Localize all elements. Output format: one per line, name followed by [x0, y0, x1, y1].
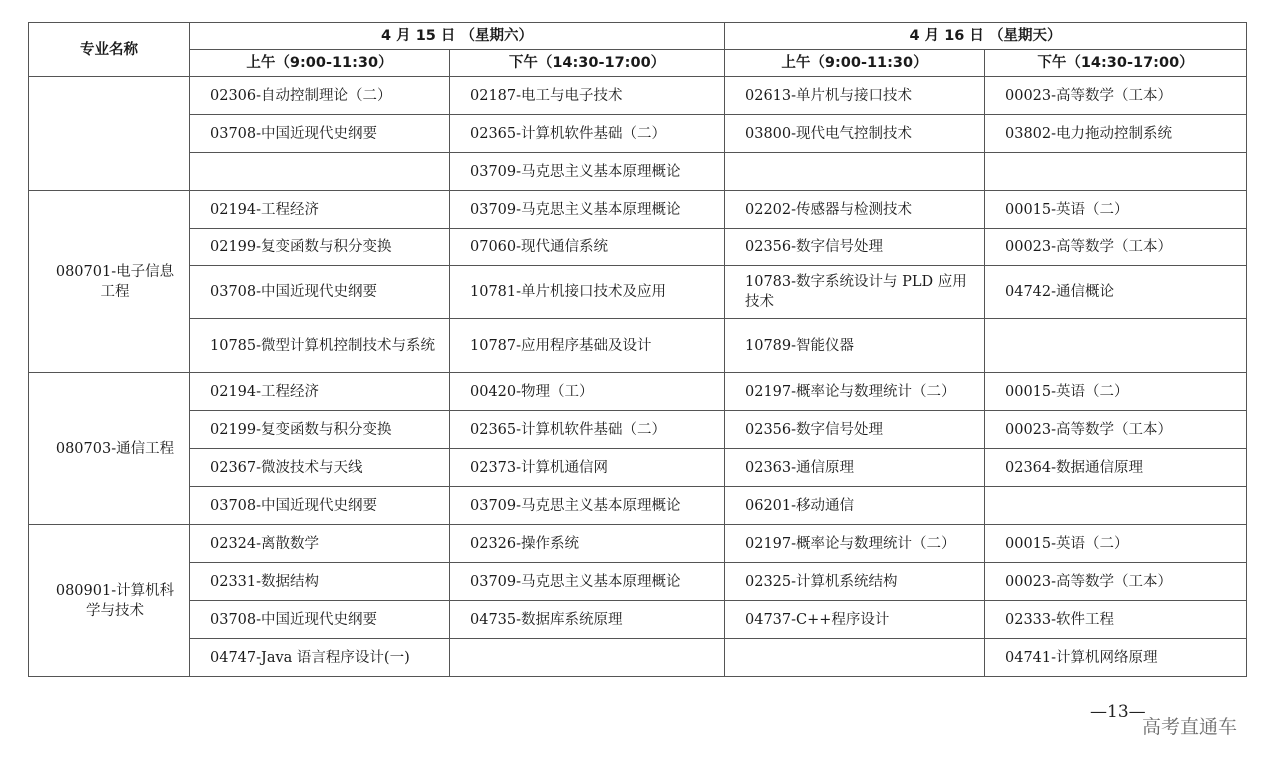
course-cell: 02356-数字信号处理 [725, 229, 985, 266]
course-cell: 03709-马克思主义基本原理概论 [450, 563, 725, 601]
table-row [29, 525, 1247, 563]
course-cell: 00023-高等数学（工本） [985, 77, 1247, 115]
table-row [29, 601, 1247, 639]
header-day1-pm: 下午（14:30-17:00） [450, 50, 725, 77]
course-cell: 02199-复变函数与积分变换 [190, 411, 450, 449]
course-cell: 10781-单片机接口技术及应用 [450, 266, 725, 319]
table-row [29, 411, 1247, 449]
header-major: 专业名称 [29, 23, 190, 77]
course-cell [725, 639, 985, 677]
major-name: 080701-电子信息工程 [29, 191, 190, 373]
course-cell: 03708-中国近现代史纲要 [190, 487, 450, 525]
course-cell: 10785-微型计算机控制技术与系统 [190, 319, 450, 373]
course-cell: 02306-自动控制理论（二） [190, 77, 450, 115]
header-day2-pm: 下午（14:30-17:00） [985, 50, 1247, 77]
course-cell: 02356-数字信号处理 [725, 411, 985, 449]
table-row [29, 77, 1247, 115]
course-cell: 03708-中国近现代史纲要 [190, 115, 450, 153]
course-cell [190, 153, 450, 191]
major-name [29, 77, 190, 191]
course-cell [985, 487, 1247, 525]
table-row [29, 266, 1247, 319]
course-cell: 03708-中国近现代史纲要 [190, 266, 450, 319]
course-cell: 02363-通信原理 [725, 449, 985, 487]
course-cell [725, 153, 985, 191]
course-cell: 03802-电力拖动控制系统 [985, 115, 1247, 153]
table-row [29, 373, 1247, 411]
course-cell: 04742-通信概论 [985, 266, 1247, 319]
course-cell: 10789-智能仪器 [725, 319, 985, 373]
course-cell: 02194-工程经济 [190, 191, 450, 229]
course-cell: 02187-电工与电子技术 [450, 77, 725, 115]
table-row [29, 319, 1247, 373]
course-cell: 02326-操作系统 [450, 525, 725, 563]
table-row [29, 191, 1247, 229]
course-cell [985, 319, 1247, 373]
header-day2: 4 月 16 日 （星期天） [725, 23, 1247, 50]
table-row [29, 153, 1247, 191]
course-cell: 03708-中国近现代史纲要 [190, 601, 450, 639]
header-day2-am: 上午（9:00-11:30） [725, 50, 985, 77]
course-cell: 02197-概率论与数理统计（二） [725, 373, 985, 411]
page-number: —13— [1090, 702, 1146, 722]
course-cell: 03709-马克思主义基本原理概论 [450, 153, 725, 191]
course-cell: 02194-工程经济 [190, 373, 450, 411]
course-cell: 00023-高等数学（工本） [985, 229, 1247, 266]
course-cell: 02365-计算机软件基础（二） [450, 411, 725, 449]
course-cell: 02325-计算机系统结构 [725, 563, 985, 601]
course-cell: 10783-数字系统设计与 PLD 应用技术 [725, 266, 985, 319]
course-cell: 04735-数据库系统原理 [450, 601, 725, 639]
course-cell: 02613-单片机与接口技术 [725, 77, 985, 115]
course-cell: 03709-马克思主义基本原理概论 [450, 191, 725, 229]
course-cell: 02199-复变函数与积分变换 [190, 229, 450, 266]
course-cell: 04737-C++程序设计 [725, 601, 985, 639]
course-cell: 02331-数据结构 [190, 563, 450, 601]
course-cell: 02364-数据通信原理 [985, 449, 1247, 487]
table-row [29, 487, 1247, 525]
course-cell: 02324-离散数学 [190, 525, 450, 563]
course-cell: 02373-计算机通信网 [450, 449, 725, 487]
table-row [29, 563, 1247, 601]
course-cell: 10787-应用程序基础及设计 [450, 319, 725, 373]
course-cell: 02333-软件工程 [985, 601, 1247, 639]
course-cell: 04741-计算机网络原理 [985, 639, 1247, 677]
course-cell: 02202-传感器与检测技术 [725, 191, 985, 229]
header-day1-am: 上午（9:00-11:30） [190, 50, 450, 77]
header-day1: 4 月 15 日 （星期六） [190, 23, 725, 50]
table-row [29, 115, 1247, 153]
course-cell: 02365-计算机软件基础（二） [450, 115, 725, 153]
table-row [29, 229, 1247, 266]
course-cell: 07060-现代通信系统 [450, 229, 725, 266]
course-cell: 06201-移动通信 [725, 487, 985, 525]
course-cell: 00023-高等数学（工本） [985, 563, 1247, 601]
table-row [29, 639, 1247, 677]
course-cell: 00420-物理（工） [450, 373, 725, 411]
major-name: 080703-通信工程 [29, 373, 190, 525]
course-cell [985, 153, 1247, 191]
course-cell: 03800-现代电气控制技术 [725, 115, 985, 153]
course-cell: 04747-Java 语言程序设计(一) [190, 639, 450, 677]
watermark-text: 高考直通车 [1142, 716, 1238, 738]
exam-schedule-table [28, 22, 1247, 677]
major-name: 080901-计算机科学与技术 [29, 525, 190, 677]
course-cell: 02197-概率论与数理统计（二） [725, 525, 985, 563]
course-cell: 03709-马克思主义基本原理概论 [450, 487, 725, 525]
course-cell: 02367-微波技术与天线 [190, 449, 450, 487]
course-cell: 00015-英语（二） [985, 525, 1247, 563]
table-row [29, 449, 1247, 487]
course-cell: 00015-英语（二） [985, 191, 1247, 229]
course-cell [450, 639, 725, 677]
course-cell: 00015-英语（二） [985, 373, 1247, 411]
course-cell: 00023-高等数学（工本） [985, 411, 1247, 449]
